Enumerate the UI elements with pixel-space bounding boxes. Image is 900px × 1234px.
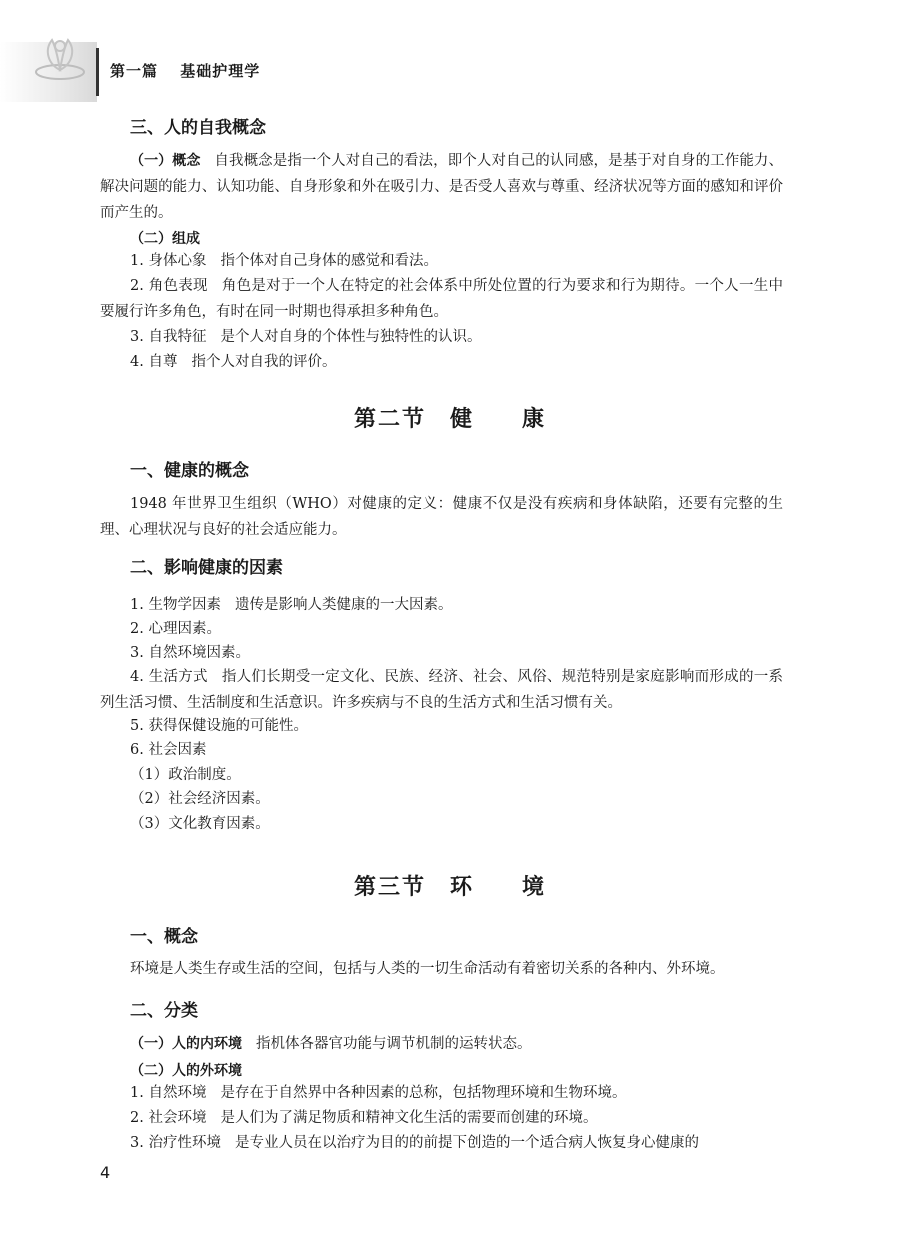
- heading-env-concept: 一、概念: [130, 927, 198, 947]
- concept-label: （一）概念: [130, 153, 201, 169]
- item-term: 1. 生物学因素: [130, 597, 221, 613]
- running-head: [110, 60, 276, 81]
- heading-self-concept: 三、人的自我概念: [130, 118, 266, 138]
- factor-item-5: [100, 713, 783, 739]
- book-title: 基础护理学: [180, 62, 261, 80]
- item-text: 角色是对于一个人在特定的社会体系中所处位置的行为要求和行为期待。一个人一生中要履行许多角色，有时在同一时期也得承担多种角色。: [100, 278, 783, 320]
- heading-health-concept: 一、健康的概念: [130, 461, 249, 481]
- external-item-3: [100, 1130, 783, 1156]
- heading-env-classification: 二、分类: [130, 1001, 198, 1021]
- item-text: 指个人对自我的评价。: [191, 354, 337, 370]
- composition-item-3: [100, 324, 783, 350]
- item-term: 2. 心理因素。: [130, 621, 221, 637]
- item-text: 是个人对自身的个体性与独特性的认识。: [220, 329, 482, 345]
- env-definition: 环境是人类生存或生活的空间，包括与人类的一切生命活动有着密切关系的各种内、外环境。: [130, 961, 725, 977]
- header-divider: [96, 48, 99, 96]
- item-term: 2. 社会环境: [130, 1110, 207, 1126]
- factor-subitem-3: [100, 811, 783, 837]
- item-text: 指个体对自己身体的感觉和看法。: [220, 253, 438, 269]
- factor-item-3: [100, 640, 783, 666]
- composition-item-4: [100, 349, 783, 375]
- item-term: 3. 自然环境因素。: [130, 645, 250, 661]
- item-term: （2）社会经济因素。: [130, 791, 270, 807]
- factor-item-1: [100, 592, 783, 618]
- external-env-label: （二）人的外环境: [130, 1063, 242, 1079]
- item-text: 是存在于自然界中各种因素的总称，包括物理环境和生物环境。: [220, 1085, 627, 1101]
- item-term: 1. 自然环境: [130, 1085, 207, 1101]
- item-term: 4. 生活方式: [130, 669, 208, 685]
- external-item-1: [100, 1080, 783, 1106]
- item-term: 5. 获得保健设施的可能性。: [130, 718, 308, 734]
- lotus-logo-icon: [30, 30, 94, 86]
- item-term: （3）文化教育因素。: [130, 816, 270, 832]
- concept-text: 自我概念是指一个人对自己的看法，即个人对自己的认同感，是基于对自身的工作能力、解决问题的能力、认知功能、自身形象和外在吸引力、是否受人喜欢与尊重、经济状况等方面的感知和评价而产生的。: [100, 153, 784, 221]
- self-concept-definition: [100, 148, 783, 226]
- section-title-environment: 第三节 环 境: [353, 874, 546, 900]
- factor-item-6: [100, 737, 783, 763]
- heading-health-factors: 二、影响健康的因素: [130, 558, 283, 578]
- health-definition: 1948 年世界卫生组织（WHO）对健康的定义：健康不仅是没有疾病和身体缺陷，还要有完整的生理、心理状况与良好的社会适应能力。: [100, 496, 783, 538]
- item-term: 4. 自尊: [130, 354, 178, 370]
- factor-item-4: [100, 664, 783, 716]
- item-term: 3. 自我特征: [130, 329, 207, 345]
- composition-item-2: [100, 273, 783, 325]
- composition-item-1: [100, 248, 783, 274]
- item-term: 6. 社会因素: [130, 742, 207, 758]
- part-label: 第一篇: [110, 62, 159, 80]
- item-term: 1. 身体心象: [130, 253, 207, 269]
- factor-item-2: [100, 616, 783, 642]
- factor-subitem-2: [100, 786, 783, 812]
- item-term: （1）政治制度。: [130, 767, 241, 783]
- factor-subitem-1: [100, 762, 783, 788]
- external-item-2: [100, 1105, 783, 1131]
- composition-label: （二）组成: [130, 231, 200, 247]
- item-text: 是人们为了满足物质和精神文化生活的需要而创建的环境。: [220, 1110, 598, 1126]
- item-term: 3. 治疗性环境: [130, 1135, 221, 1151]
- internal-env-text: 指机体各器官功能与调节机制的运转状态。: [256, 1036, 532, 1052]
- item-text: 指人们长期受一定文化、民族、经济、社会、风俗、规范特别是家庭影响而形成的一系列生活习惯、生活制度和生活意识。许多疾病与不良的生活方式和生活习惯有关。: [100, 669, 783, 711]
- internal-env: [100, 1031, 783, 1057]
- item-text: 遗传是影响人类健康的一大因素。: [234, 597, 453, 613]
- internal-env-label: （一）人的内环境: [130, 1036, 242, 1052]
- item-text: 是专业人员在以治疗为目的的前提下创造的一个适合病人恢复身心健康的: [234, 1135, 699, 1151]
- section-title-health: 第二节 健 康: [353, 406, 546, 432]
- item-term: 2. 角色表现: [130, 278, 208, 294]
- page-number: 4: [100, 1163, 111, 1182]
